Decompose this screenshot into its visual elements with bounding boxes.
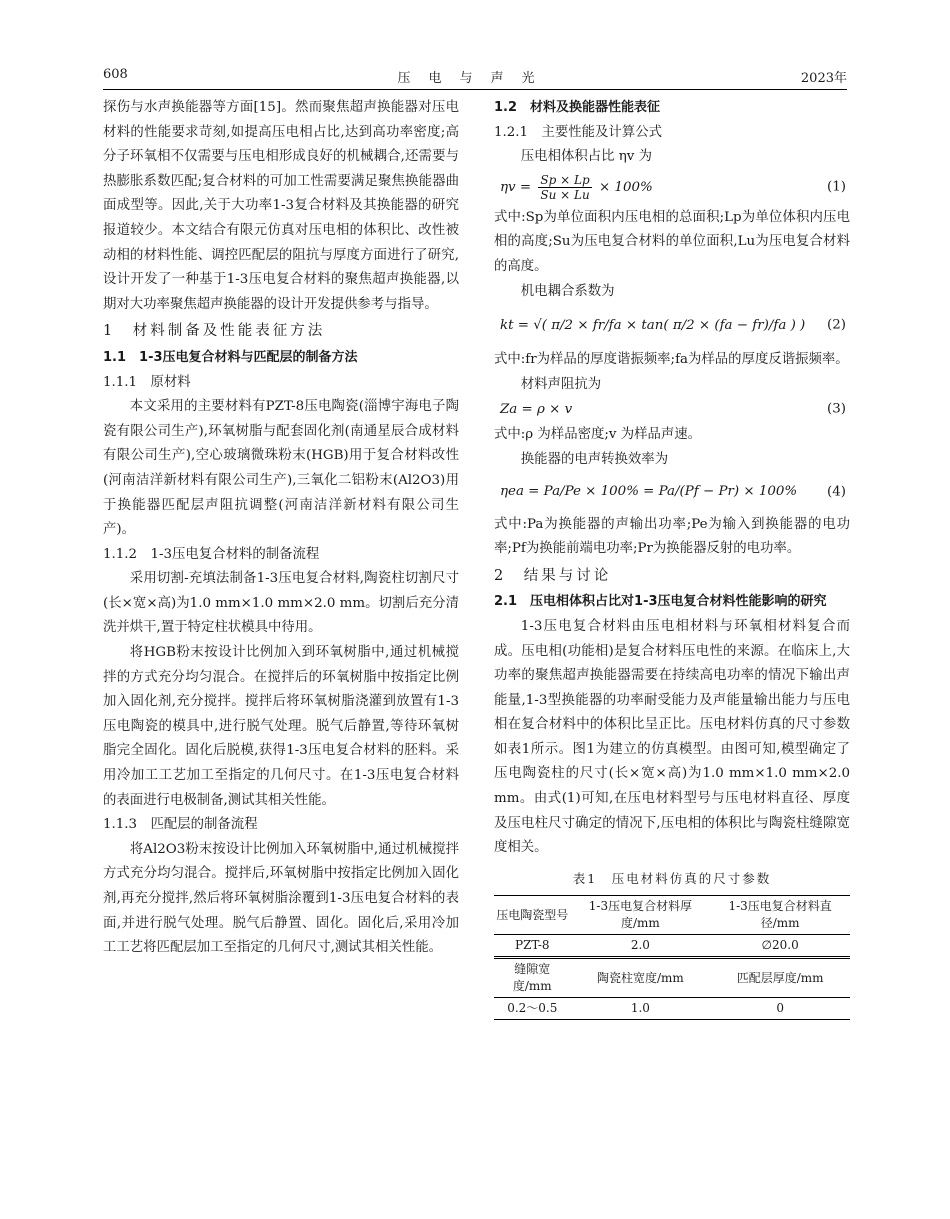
eq4-number: (4) bbox=[827, 484, 846, 500]
running-header bbox=[103, 67, 847, 90]
table-cell: 陶瓷柱宽度/mm bbox=[571, 958, 711, 998]
eq3-description: 式中:ρ 为样品密度;v 为样品声速。 bbox=[494, 427, 702, 443]
table-cell: 1-3压电复合材料厚度/mm bbox=[571, 896, 711, 935]
equation-2 bbox=[494, 304, 850, 348]
eq1-number: (1) bbox=[827, 179, 846, 195]
table-data-row-1 bbox=[494, 935, 850, 958]
eq2-number: (2) bbox=[827, 317, 846, 333]
eq1-tail: × 100% bbox=[598, 180, 653, 196]
section-1-1-heading: 1.1 1-3压电复合材料与匹配层的制备方法 bbox=[103, 349, 358, 365]
table-cell: 0 bbox=[710, 998, 850, 1020]
table-header-row-2 bbox=[494, 958, 850, 998]
section-1-heading: 1 材料制备及性能表征方法 bbox=[103, 323, 326, 340]
process-paragraph-2: 将HGB粉末按设计比例加入到环氧树脂中,通过机械搅拌的方式充分均匀混合。在搅拌后的环氧树脂中按指定比例加入固化剂,充分搅拌。搅拌后将环氧树脂浇灌到放置有1-3压电陶瓷的模具中,进行脱气处理。脱气后静置,等待环氧树脂完全固化。固化后脱模,获得1-3压电复合材料的胚料。采用冷加工工艺加工至指定的几何尺寸。在1-3压电复合材料的表面进行电极制备,测试其相关性能。 bbox=[103, 645, 459, 808]
eq2-description: 式中:fr为样品的厚度谐振频率;fa为样品的厚度反谐振频率。 bbox=[494, 352, 849, 368]
equation-4 bbox=[494, 473, 850, 513]
section-1-1-3-heading: 1.1.3 匹配层的制备流程 bbox=[103, 817, 258, 833]
journal-title: 压电与声光 bbox=[397, 71, 553, 86]
process-paragraph-1: 采用切割-充填法制备1-3压电复合材料,陶瓷柱切割尺寸(长×宽×高)为1.0 mm×1.0 mm×2.0 mm。切割后充分清洗并烘干,置于特定柱状模具中待用。 bbox=[103, 571, 459, 636]
table-cell: 2.0 bbox=[571, 935, 711, 958]
section-1-2-heading: 1.2 材料及换能器性能表征 bbox=[494, 100, 661, 115]
publication-year: 2023年 bbox=[800, 71, 847, 86]
materials-paragraph: 本文采用的主要材料有PZT-8压电陶瓷(淄博宇海电子陶瓷有限公司生产),环氧树脂与配套固化剂(南通星辰合成材料有限公司生产),空心玻璃微珠粉末(HGB)用于复合材料改性(河南洁洋新材料有限公司生产),三氧化二铝粉末(Al2O3)用于换能器匹配层声阻抗调整(河南洁洋新材料有限公司生产)。 bbox=[103, 399, 459, 538]
eq1-description: 式中:Sp为单位面积内压电相的总面积;Lp为单位体积内压电相的高度;Su为压电复合材料的单位面积,Lu为压电复合材料的高度。 bbox=[494, 209, 850, 274]
eq3-body: Za = ρ × v bbox=[500, 402, 573, 418]
eq3-intro: 材料声阻抗为 bbox=[520, 376, 602, 392]
equation-1 bbox=[494, 170, 850, 206]
section-1-1-2-heading: 1.1.2 1-3压电复合材料的制备流程 bbox=[103, 546, 320, 562]
intro-paragraph: 探伤与水声换能器等方面[15]。然而聚焦超声换能器对压电材料的性能要求苛刻,如提高压电相占比,达到高功率密度;高分子环氧相不仅需要与压电相形成良好的机械耦合,还需要与热膨胀系数匹配;复合材料的可加工性需要满足聚焦换能器曲面成型等。因此,关于大功率1-3复合材料及其换能器的研究报道较少。本文结合有限元仿真对压电相的体积比、改性被动相的材料性能、调控匹配层的阻抗与厚度方面进行了研究,设计开发了一种基于1-3压电复合材料的聚焦超声换能器,以期对大功率聚焦超声换能器的设计开发提供参考与指导。 bbox=[103, 100, 459, 312]
eq1-denominator: Su × Lu bbox=[540, 188, 590, 203]
table-cell: 1.0 bbox=[571, 998, 711, 1020]
section-2-1-heading: 2.1 压电相体积占比对1-3压电复合材料性能影响的研究 bbox=[494, 594, 827, 610]
table-header-row-1 bbox=[494, 896, 850, 935]
section-2-heading: 2 结果与讨论 bbox=[494, 567, 612, 584]
table-cell: 1-3压电复合材料直径/mm bbox=[710, 896, 850, 935]
table-cell: 压电陶瓷型号 bbox=[494, 896, 571, 935]
page-number: 608 bbox=[103, 67, 128, 82]
left-column bbox=[103, 96, 459, 961]
matching-layer-paragraph: 将Al2O3粉末按设计比例加入环氧树脂中,通过机械搅拌方式充分均匀混合。搅拌后,环氧树脂中按指定比例加入固化剂,再充分搅拌,然后将环氧树脂涂覆到1-3压电复合材料的表面,并进行脱气处理。脱气后静置、固化。固化后,采用冷加工工艺将匹配层加工至指定的几何尺寸,测试其相关性能。 bbox=[103, 841, 459, 956]
table-cell: 0.2～0.5 bbox=[494, 998, 571, 1020]
table-data-row-2 bbox=[494, 998, 850, 1020]
section-1-1-1-heading: 1.1.1 原材料 bbox=[103, 374, 191, 390]
eq1-lhs: ηv = bbox=[500, 180, 532, 196]
table-1-caption: 表1 压电材料仿真的尺寸参数 bbox=[572, 870, 772, 886]
table-1 bbox=[494, 895, 850, 1020]
right-column bbox=[494, 96, 850, 1020]
equation-3 bbox=[494, 397, 850, 423]
eq4-body: ηea = Pa/Pe × 100% = Pa/(Pf − Pr) × 100% bbox=[500, 484, 798, 500]
eq1-intro: 压电相体积占比 ηv 为 bbox=[520, 149, 653, 165]
table-cell: PZT-8 bbox=[494, 935, 571, 958]
eq1-fraction bbox=[538, 173, 591, 202]
eq3-number: (3) bbox=[827, 402, 846, 418]
results-paragraph: 1-3压电复合材料由压电相材料与环氧相材料复合而成。压电相(功能相)是复合材料压电性的来源。在临床上,大功率的聚焦超声换能器需要在持续高电功率的情况下输出声能量,1-3型换能器的功率耐受能力及声能量输出能力与压电相在复合材料中的体积比呈正比。压电材料仿真的尺寸参数如表1所示。图1为建立的仿真模型。由图可知,模型确定了压电陶瓷柱的尺寸(长×宽×高)为1.0 mm×1.0 mm×2.0 mm。由式(1)可知,在压电材料型号与压电材料直径、厚度及压电柱尺寸确定的情况下,压电相的体积比与陶瓷柱缝隙宽度相关。 bbox=[494, 618, 850, 856]
table-cell: 缝隙宽度/mm bbox=[494, 958, 571, 998]
eq4-intro: 换能器的电声转换效率为 bbox=[520, 451, 669, 467]
eq4-description: 式中:Pa为换能器的声输出功率;Pe为输入到换能器的电功率;Pf为换能前端电功率;Pr为换能器反射的电功率。 bbox=[494, 516, 850, 557]
table-cell: ∅20.0 bbox=[710, 935, 850, 958]
eq2-body: kt = √( π/2 × fr/fa × tan( π/2 × (fa − fr)/fa ) ) bbox=[500, 317, 806, 333]
section-1-2-1-heading: 1.2.1 主要性能及计算公式 bbox=[494, 124, 662, 140]
eq1-numerator: Sp × Lp bbox=[540, 173, 590, 188]
table-cell: 匹配层厚度/mm bbox=[710, 958, 850, 998]
eq2-intro: 机电耦合系数为 bbox=[520, 283, 615, 299]
